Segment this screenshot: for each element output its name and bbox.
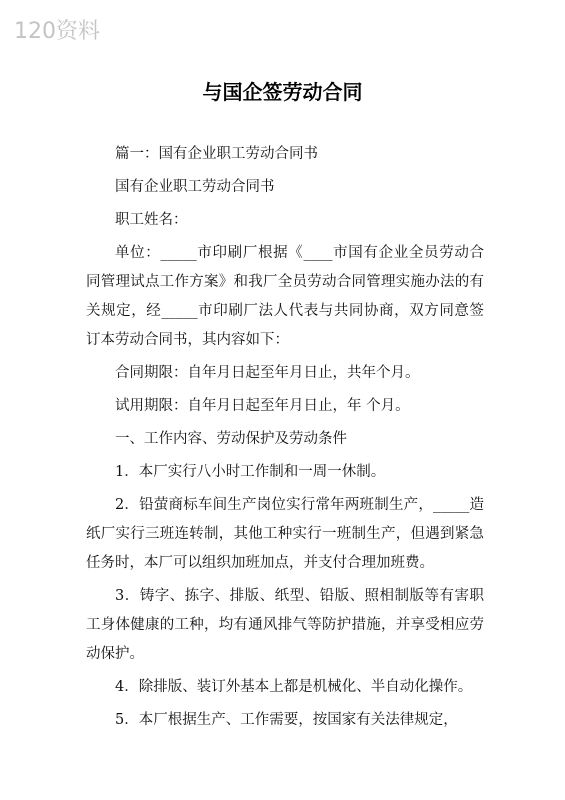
paragraph: 3．铸字、拣字、排版、纸型、铅版、照相制版等有害职工身体健康的工种，均有通风排气等防护措施，并享受相应劳动保护。 [86,588,484,662]
paragraph: 试用期限：自年月日起至年月日止，年 个月。 [115,398,410,414]
paragraph: 职工姓名： [115,212,188,228]
paragraph: 一、工作内容、劳动保护及劳动条件 [115,431,347,447]
document-title: 与国企签劳动合同 [202,80,363,104]
document-body [86,140,484,739]
paragraph: 篇一：国有企业职工劳动合同书 [115,146,318,162]
paragraph: 合同期限：自年月日起至年月日止，共年个月。 [115,365,420,381]
paragraph: 5．本厂根据生产、工作需要，按国家有关法律规定， [115,712,458,728]
paragraph: 1．本厂实行八小时工作制和一周一休制。 [115,464,386,480]
watermark: 120资料 [14,19,100,44]
paragraph: 单位：_____市印刷厂根据《____市国有企业全员劳动合同管理试点工作方案》和我厂全员劳动合同管理实施办法的有关规定，经_____市印刷厂法人代表与共同协商，双方同意签订本劳动合同书，其内容如下： [86,245,484,348]
paragraph: 2．铅萤商标车间生产岗位实行常年两班制生产，_____造纸厂实行三班连转制，其他工种实行一班制生产，但遇到紧急任务时，本厂可以组织加班加点，并支付合理加班费。 [86,497,484,571]
paragraph: 国有企业职工劳动合同书 [115,179,275,195]
paragraph: 4．除排版、装订外基本上都是机械化、半自动化操作。 [115,679,473,695]
